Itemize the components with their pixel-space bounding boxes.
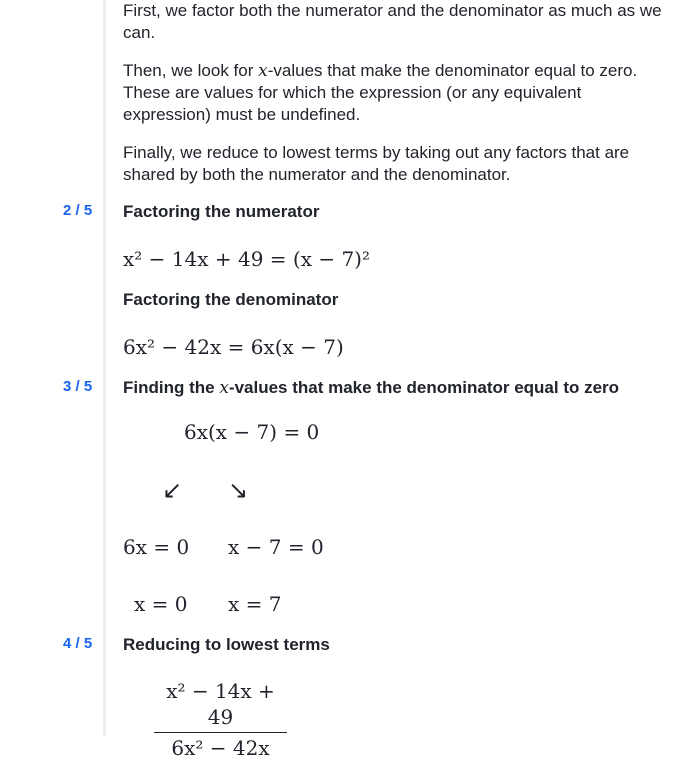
intro-p2-after: -values that make the denominator equal to zero. These are values for which the expression (or any equivalent expression) must be undefined. [123, 61, 638, 124]
equation-denominator-zero: 6x(x − 7) = 0 [184, 420, 320, 444]
solution-x-7: x = 7 [228, 592, 282, 616]
intro-paragraph-2 [123, 60, 663, 126]
equation-factor-numerator: x² − 14x + 49 = (x − 7)² [123, 247, 370, 271]
step-number-3: 3 / 5 [63, 378, 93, 395]
fraction-numerator: x² − 14x + 49 [166, 679, 275, 729]
intro-paragraph-3: Finally, we reduce to lowest terms by taking out any factors that are shared by both the numerator and the denominator. [123, 143, 630, 184]
heading-finding-before: Finding the [123, 378, 220, 397]
step-number-4: 4 / 5 [63, 635, 93, 652]
step-number-2: 2 / 5 [63, 202, 93, 219]
heading-finding-var: x [219, 378, 229, 398]
heading-finding-x-values [123, 377, 619, 399]
intro-p2-before: Then, we look for [123, 61, 259, 80]
heading-reducing-lowest-terms: Reducing to lowest terms [123, 635, 330, 654]
heading-finding-after: -values that make the denominator equal to zero [228, 378, 620, 397]
step-rail [103, 0, 106, 736]
equation-factor-denominator: 6x² − 42x = 6x(x − 7) [123, 335, 344, 359]
equation-x-minus-7-zero: x − 7 = 0 [228, 535, 324, 559]
equation-6x-zero: 6x = 0 [123, 535, 190, 559]
intro-p2-var: x [258, 61, 268, 81]
fraction-denominator: 6x² − 42x [171, 736, 270, 760]
rational-expression-fraction [154, 678, 287, 761]
solution-x-0: x = 0 [134, 592, 188, 616]
heading-factoring-denominator: Factoring the denominator [123, 290, 339, 309]
arrow-down-left-icon: ↙ [162, 476, 183, 504]
arrow-down-right-icon: ↘ [228, 476, 249, 504]
intro-paragraph-1: First, we factor both the numerator and the denominator as much as we can. [123, 1, 662, 42]
heading-factoring-numerator: Factoring the numerator [123, 202, 320, 221]
